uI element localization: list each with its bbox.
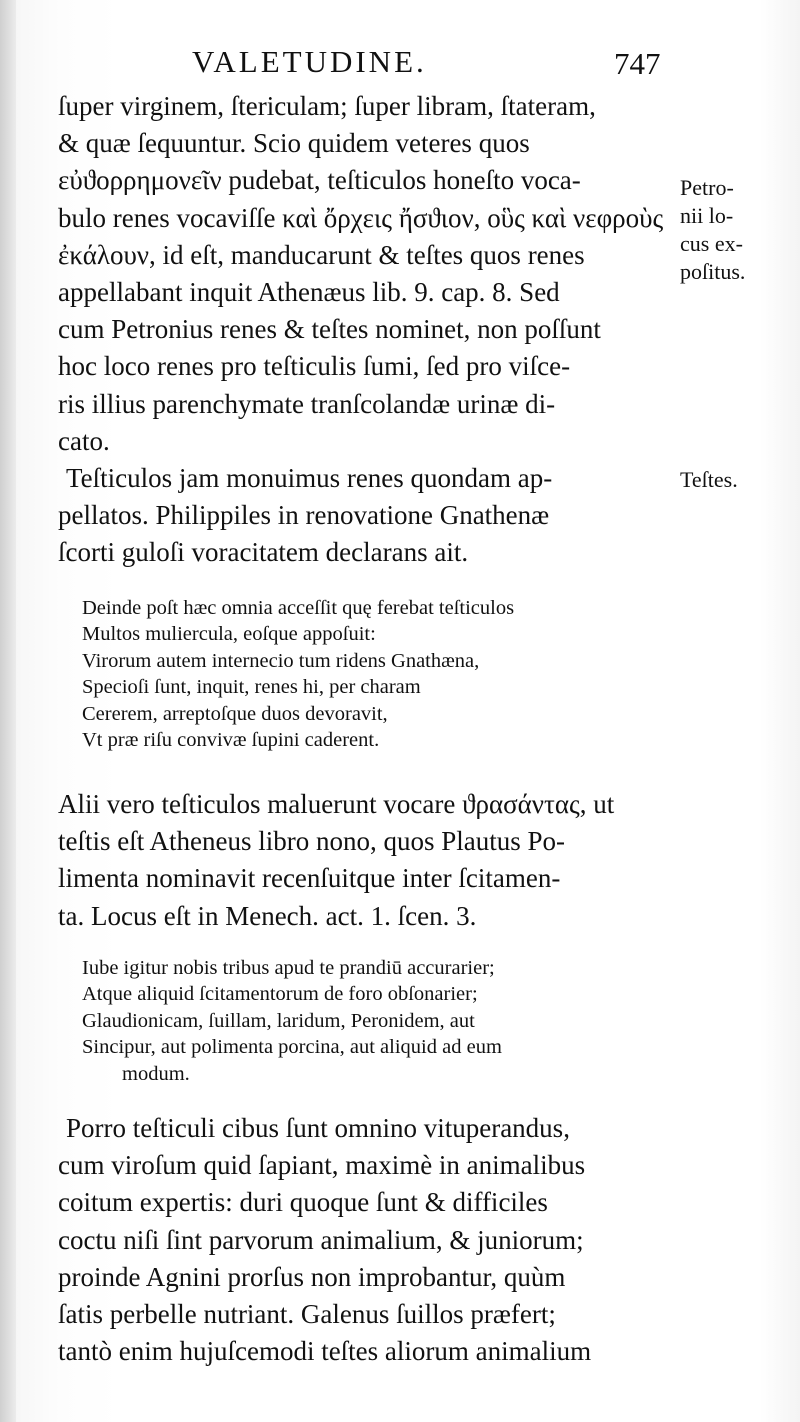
text-line: bulo renes vocaviſſe καὶ ὄρχεις ἤσϑιον, οὓς καὶ νεφροὺς: [58, 202, 664, 233]
text-line: ſuper virginem, ſtericulam; ſuper libram, ſtateram,: [58, 91, 596, 121]
verse-line: Virorum autem internecio tum ridens Gnathæna,: [82, 649, 480, 672]
text-line: coctu niſi ſint parvorum animalium, & juniorum;: [58, 1224, 584, 1255]
page-header: [0, 44, 800, 90]
verse-line: Iube igitur nobis tribus apud te prandiū accurarier;: [82, 957, 495, 979]
text-line: Teſticulos jam monuimus renes quondam ap-: [66, 463, 553, 493]
verse-line: Atque aliquid ſcitamentorum de foro obſonarier;: [82, 983, 478, 1006]
margin-note-line: cus ex-: [680, 231, 743, 256]
text-line: cum Petronius renes & teſtes nominet, non poſſunt: [58, 314, 601, 345]
margin-note-line: Teſtes.: [680, 467, 738, 492]
text-line: Porro teſticuli cibus ſunt omnino vituperandus,: [66, 1113, 570, 1143]
verse-line: Vt præ riſu convivæ ſupini caderent.: [82, 728, 380, 751]
page-gutter-shadow: [0, 0, 16, 1422]
margin-note-testes: [680, 466, 798, 494]
text-line: coitum expertis: duri quoque ſunt & difficiles: [58, 1187, 548, 1218]
verse-line: modum.: [122, 1062, 190, 1085]
running-head: VALETUDINE.: [192, 44, 427, 79]
text-line: & quæ ſequuntur. Scio quidem veteres quos: [58, 128, 530, 159]
text-line: pellatos. Philippiles in renovatione Gnathenæ: [58, 500, 550, 531]
text-line: teſtis eſt Atheneus libro nono, quos Plautus Po-: [58, 826, 565, 857]
text-line: Alii vero teſticulos maluerunt vocare ϑρασάντας, ut: [58, 789, 615, 819]
verse-quotation-2: [82, 955, 682, 1087]
text-line: cato.: [58, 425, 110, 456]
verse-line: Deinde poſt hæc omnia acceſſit quę ferebat teſticulos: [82, 597, 515, 619]
paragraph-2: [58, 460, 676, 572]
text-line: ta. Locus eſt in Menech. act. 1. ſcen. 3.: [58, 900, 477, 931]
text-line: ris illius parenchymate tranſcolandæ urinæ di-: [58, 388, 556, 419]
text-line: ἐκάλουν, id eſt, manducarunt & teſtes quos renes: [58, 239, 585, 270]
text-line: εὐϑορρημονεῖν pudebat, teſticulos honeſto voca-: [58, 165, 581, 196]
verse-line: Multos muliercula, eoſque appoſuit:: [82, 623, 376, 646]
margin-note-petronius: [680, 174, 798, 286]
margin-note-line: Petro-: [680, 175, 734, 200]
text-line: limenta nominavit recenſuitque inter ſcitamen-: [58, 863, 561, 894]
page-number: 747: [614, 46, 661, 81]
paragraph-1: [58, 88, 676, 460]
paragraph-3: [58, 786, 676, 935]
verse-line: Sincipur, aut polimenta porcina, aut aliquid ad eum: [82, 1036, 502, 1059]
text-line: hoc loco renes pro teſticulis ſumi, ſed pro viſce-: [58, 351, 571, 382]
verse-quotation-1: [82, 595, 682, 753]
margin-note-line: nii lo-: [680, 203, 734, 228]
text-line: cum viroſum quid ſapiant, maximè in animalibus: [58, 1150, 586, 1181]
text-line: ſcorti guloſi voracitatem declarans ait.: [58, 537, 469, 568]
text-line: appellabant inquit Athenæus lib. 9. cap. 8. Sed: [58, 276, 560, 307]
paragraph-4: [58, 1110, 676, 1370]
verse-line: Glaudionicam, ſuillam, laridum, Peronidem, aut: [82, 1009, 475, 1032]
text-line: ſatis perbelle nutriant. Galenus ſuillos præfert;: [58, 1298, 556, 1329]
verse-line: Specioſi ſunt, inquit, renes hi, per charam: [82, 676, 421, 699]
margin-note-line: poſitus.: [680, 259, 746, 284]
text-line: proinde Agnini prorſus non improbantur, quùm: [58, 1261, 566, 1292]
verse-line: Cererem, arreptoſque duos devoravit,: [82, 702, 388, 725]
text-line: tantò enim hujuſcemodi teſtes aliorum animalium: [58, 1336, 592, 1367]
